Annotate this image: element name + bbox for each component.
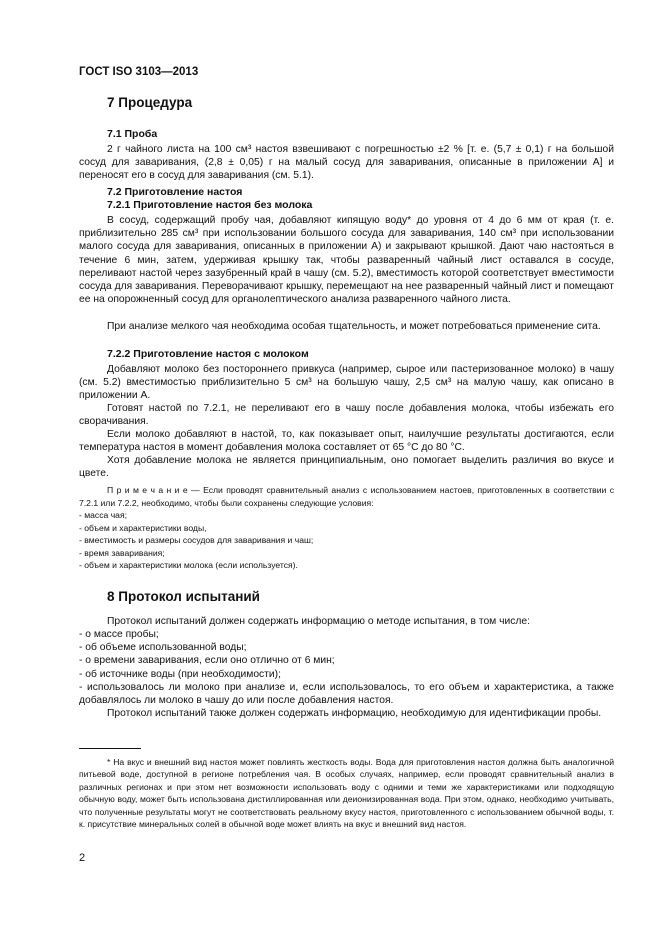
section-8-milk-item: - использовалось ли молоко при анализе и, если использовалось, то его объем и характеристика, а также добавлялось ли молоко в чашу до или после добавления настоя.	[79, 682, 614, 707]
section-7-1-title: 7.1 Проба	[107, 128, 158, 140]
list-item: - о времени заваривания, если оно отлично от 6 мин;	[79, 655, 335, 667]
list-item: - о массе пробы;	[79, 629, 159, 640]
section-7-2-2-title: 7.2.2 Приготовление настоя с молоком	[107, 348, 309, 360]
section-8-paragraph-1: Протокол испытаний должен содержать информацию о методе испытания, в том числе:	[107, 616, 530, 627]
list-item: - об объеме использованной воды;	[79, 642, 247, 654]
note-label: П р и м е ч а н и е	[107, 485, 188, 495]
note-item: - объем и характеристики молока (если используется).	[79, 560, 298, 571]
section-8-list	[79, 628, 614, 681]
page-number: 2	[79, 852, 86, 864]
note-item: - объем и характеристики воды,	[79, 522, 207, 533]
note-item: - время заваривания;	[79, 547, 165, 558]
note	[79, 484, 614, 509]
section-7-2-2-paragraph-3: Если молоко добавляют в настой, то, как показывает опыт, наилучшие результаты достигаются, если температура настоя в момент добавления молока составляет от 65 °С до 80 °С.	[79, 429, 614, 454]
section-7-2-1-paragraph-1: В сосуд, содержащий пробу чая, добавляют кипящую воду* до уровня от 4 до 6 мм от края (т. е. приблизительно 285 см³ при использовании большого сосуда для заваривания, 140 см³ при использовании малого сосуда для заваривания, описанных в приложении А) и закрывают крышкой. Дают чаю настояться в течение 6 мин, затем, удерживая крышку так, чтобы разваренный чайный лист оставался в сосуде, переливают настой через зазубренный край в чашу (см. 5.2), вместимость которой соответствует вместимости сосуда для заваривания. Переворачивают крышку, перемещают на нее разваренный чайный лист и помещают ее на опорожненный сосуд для органолептического анализа разваренного чайного листа.	[79, 215, 614, 306]
note-conditions-list	[79, 509, 614, 572]
note-text: — Если проводят сравнительный анализ с использованием настоев, приготовленных в соответствии с 7.2.1 или 7.2.2, необходимо, чтобы были сохранены следующие условия:	[79, 485, 614, 508]
list-item: - об источнике воды (при необходимости);	[79, 668, 281, 680]
footnote: * На вкус и внешний вид настоя может повлиять жесткость воды. Вода для приготовления настоя должна быть аналогичной питьевой воде, доступной в регионе потребления чая. В особых случаях, например, если проводят сравнительный анализ в различных регионах и при этом нет возможности использовать воду с одними и теми же характеристиками или подходящую обычную воду, может быть использована дистиллированная или деионизированная вода. При этом, однако, необходимо учитывать, что полученные результаты могут не соответствовать реальному вкусу настоя, приготовленного с использованием обычной воды, т. к. присутствие минеральных солей в обычной воде может влиять на вкус и внешний вид настоя.	[79, 757, 614, 830]
section-7-1-paragraph: 2 г чайного листа на 100 см³ настоя взвешивают с погрешностью ±2 % [т. е. (5,7 ± 0,1) г на большой сосуд для заваривания, (2,8 ± 0,05) г на малый сосуд для заваривания, описанные в приложении А] и переносят его в сосуд для заваривания (см. 5.1).	[79, 144, 614, 182]
section-7-2-2-paragraph-2: Готовят настой по 7.2.1, не переливают его в чашу после добавления молока, чтобы избежать его сворачивания.	[79, 403, 614, 428]
section-8-title: 8 Протокол испытаний	[107, 589, 260, 604]
section-7-title: 7 Процедура	[107, 95, 193, 110]
section-7-2-2-paragraph-4: Хотя добавление молока не является принципиальным, оно помогает выделить различия во вкусе и цвете.	[79, 455, 614, 480]
section-7-2-1-title: 7.2.1 Приготовление настоя без молока	[107, 199, 313, 211]
section-7-2-2-paragraph-1: Добавляют молоко без постороннего привкуса (например, сырое или пастеризованное молоко) в чашу (см. 5.2) вместимостью приблизительно 5 см³ на большую чашу, 2,5 см³ на малую чашу, как описано в приложении А.	[79, 364, 614, 402]
section-7-2-1-paragraph-2: При анализе мелкого чая необходима особая тщательность, и может потребоваться применение сита.	[107, 321, 601, 332]
footnote-divider	[79, 748, 141, 749]
note-item: - масса чая;	[79, 510, 127, 520]
note-item: - вместимость и размеры сосудов для заваривания и чаш;	[79, 535, 314, 546]
section-7-2-title: 7.2 Приготовление настоя	[107, 186, 243, 198]
document-header: ГОСТ ISO 3103—2013	[79, 66, 199, 78]
section-8-paragraph-2: Протокол испытаний также должен содержать информацию, необходимую для идентификации пробы.	[107, 708, 602, 719]
